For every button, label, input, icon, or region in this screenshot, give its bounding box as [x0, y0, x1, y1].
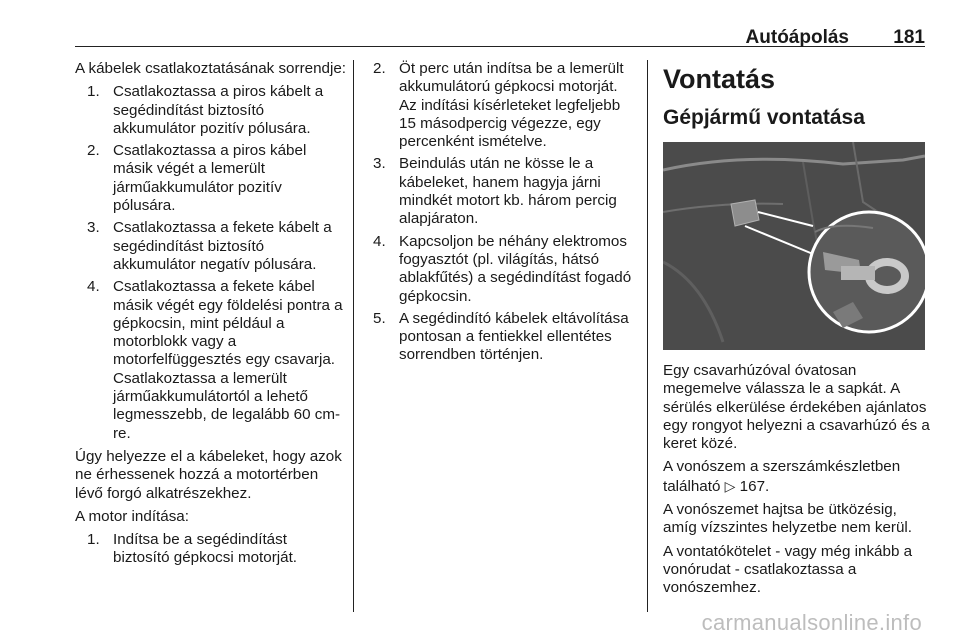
list-item: 4. Kapcsoljon be néhány elektromos fogyasztót (pl. világítás, hátsó ablakfűtés) a segédindítást fogadó gépkocsin. — [373, 232, 632, 305]
step-number: 4. — [87, 278, 100, 296]
towing-eye-illustration-svg — [663, 142, 925, 350]
step-number: 1. — [87, 83, 100, 101]
list-item: 2. Csatlakoztassa a piros kábel másik végét a lemerült járműakkumulátor pozitív pólusára. — [87, 142, 307, 215]
start-steps-continued — [373, 60, 638, 365]
column-left — [75, 60, 347, 573]
list-item: 2. Öt perc után indítsa be a lemerült akkumulátorú gépkocsi motorját. Az indítási kísérleteket legfeljebb 15 másodpercig végezze, egy percenként ismételve. — [373, 60, 624, 151]
list-item: 3. Csatlakoztassa a fekete kábelt a segédindítást biztosító akkumulátor negatív pólusára. — [87, 219, 332, 273]
step-number: 3. — [87, 219, 100, 237]
column-divider — [353, 60, 354, 612]
page-number: 181 — [893, 27, 925, 48]
list-item: 1. Csatlakoztassa a piros kábelt a segédindítást biztosító akkumulátor pozitív pólusára. — [87, 83, 324, 137]
intro-text: A kábelek csatlakoztatásának sorrendje: — [75, 60, 347, 77]
engine-start-label: A motor indítása: — [75, 507, 189, 525]
list-item: 3. Beindulás után ne kösse le a kábeleket, hanem hagyja járni mindkét motort kb. három percig alapjáraton. — [373, 155, 617, 228]
page-header — [75, 0, 925, 47]
cable-placement-text: Úgy helyezze el a kábeleket, hogy azok ne érhessenek hozzá a motortérben lévő forgó alkatrészekhez. — [75, 447, 342, 502]
step-number: 3. — [373, 155, 386, 173]
column-divider — [647, 60, 648, 612]
section-heading: Vontatás — [663, 64, 776, 94]
list-item: 5. A segédindító kábelek eltávolítása pontosan a fentiekkel ellentétes sorrendben történjen. — [373, 309, 629, 364]
start-steps — [75, 531, 347, 568]
column-right — [663, 60, 933, 603]
step-number: 4. — [373, 232, 386, 250]
watermark: carmanualsonline.info — [701, 610, 922, 635]
towing-eye-install-text: A vonószemet hajtsa be ütközésig, amíg vízszintes helyzetbe nem kerül. — [663, 501, 913, 537]
page-title: Autóápolás — [745, 27, 849, 48]
cap-removal-text: Egy csavarhúzóval óvatosan megemelve válassza le a sapkát. A sérülés elkerülése érdekében ajánlatos egy rongyot helyezni a csavarhúzó és a keret közé. — [663, 362, 930, 453]
tow-rope-text: A vontatókötelet - vagy még inkább a vonórudat - csatlakoztassa a vonószemhez. — [663, 542, 913, 597]
subsection-heading: Gépjármű vontatása — [663, 106, 865, 129]
step-number: 1. — [87, 531, 100, 549]
step-number: 2. — [87, 142, 100, 160]
list-item: 1. Indítsa be a segédindítást biztosító gépkocsi motorját. — [87, 531, 298, 567]
step-number: 2. — [373, 60, 386, 77]
connection-steps — [75, 83, 347, 443]
column-middle — [373, 60, 638, 370]
page-reference-icon: ▷ — [724, 477, 736, 494]
towing-eye-location-text: A vonószem a szerszámkészletben található ▷ 167. — [663, 458, 901, 495]
list-item: 4. Csatlakoztassa a fekete kábel másik végét egy földelési pontra a gépkocsin, mint például a motorblokk vagy a motorfelfüggesztés egy csavarja. Csatlakoztassa a lemerült járműakkumulátortól a lehető legmesszebb, de legalább 60 cm-re. — [87, 278, 343, 442]
towing-eye-illustration — [663, 142, 925, 350]
step-number: 5. — [373, 309, 386, 327]
page-reference[interactable]: 167. — [739, 477, 770, 495]
